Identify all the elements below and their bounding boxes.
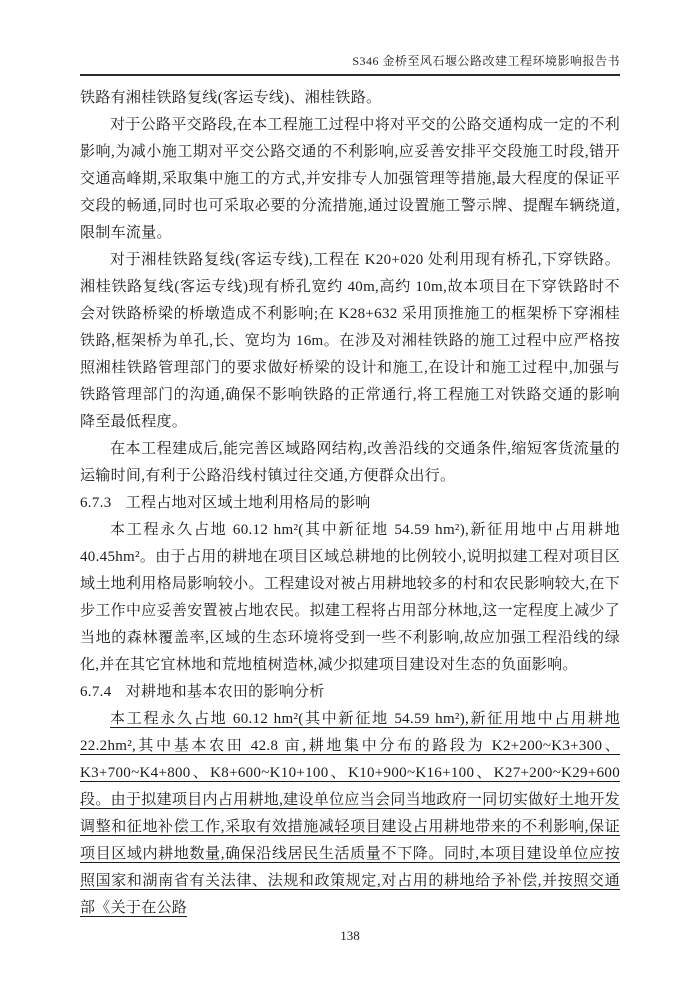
section-title: 对耕地和基本农田的影响分析 — [125, 684, 325, 700]
section-heading-6-7-4 — [80, 679, 620, 706]
page-footer — [0, 928, 700, 944]
section-heading-6-7-3 — [80, 490, 620, 517]
page-number: 138 — [340, 928, 360, 943]
section-title: 工程占地对区域土地利用格局的影响 — [125, 495, 371, 511]
document-body — [80, 85, 620, 922]
page-header — [80, 54, 620, 76]
paragraph-project-completion-benefits: 在本工程建成后,能完善区域路网结构,改善沿线的交通条件,缩短客货流量的运输时间,有利于公路沿线村镇过往交通,方便群众出行。 — [80, 441, 620, 484]
paragraph-railway-underpass-construction: 对于湘桂铁路复线(客运专线),工程在 K20+020 处利用现有桥孔,下穿铁路。湘桂铁路复线(客运专线)现有桥孔宽约 40m,高约 10m,故本项目在下穿铁路时不会对铁路桥梁的桥墩造成不利影响;在 K28+632 采用顶推施工的框架桥下穿湘桂铁路,框架桥为单孔,长、宽均为 16m。在涉及对湘桂铁路的施工过程中应严格按照湘桂铁路管理部门的要求做好桥梁的设计和施工,在设计和施工过程中,加强与铁路管理部门的沟通,确保不影响铁路的正常通行,将工程施工对铁路交通的影响降至最低程度。 — [80, 252, 620, 430]
paragraph-road-level-crossing-impact: 对于公路平交路段,在本工程施工过程中将对平交的公路交通构成一定的不利影响,为减小施工期对平交公路交通的不利影响,应妥善安排平交段施工时段,错开交通高峰期,采取集中施工的方式,并安排专人加强管理等措施,最大程度的保证平交段的畅通,同时也可采取必要的分流措施,通过设置施工警示牌、提醒车辆绕道,限制车流量。 — [80, 117, 620, 241]
paragraph-farmland-impact-underlined: 本工程永久占地 60.12 hm²(其中新征地 54.59 hm²),新征用地中占用耕地22.2hm²,其中基本农田 42.8 亩,耕地集中分布的路段为 K2+200~K3+300、K3+700~K4+800、K8+600~K10+100、K10+900~K16+100、K27+200~K29+600 段。由于拟建项目内占用耕地,建设单位应当会同当地政府一同切实做好土地开发调整和征地补偿工作,采取有效措施减轻项目建设占用耕地带来的不利影响,保证项目区域内耕地数量,确保沿线居民生活质量不下降。同时,本项目建设单位应按照国家和湖南省有关法律、法规和政策规定,对占用的耕地给予补偿,并按照交通部《关于在公路 — [80, 711, 620, 916]
paragraph-railway-lines-continuation: 铁路有湘桂铁路复线(客运专线)、湘桂铁路。 — [80, 90, 382, 106]
section-number: 6.7.3 — [80, 495, 112, 511]
running-header-title: S346 金桥至风石堰公路改建工程环境影响报告书 — [352, 54, 620, 68]
section-number: 6.7.4 — [80, 684, 112, 700]
paragraph-land-use-pattern-impact: 本工程永久占地 60.12 hm²(其中新征地 54.59 hm²),新征用地中占用耕地40.45hm²。由于占用的耕地在项目区域总耕地的比例较小,说明拟建工程对项目区域土地利用格局影响较小。工程建设对被占用耕地较多的村和农民影响较大,在下步工作中应妥善安置被占地农民。拟建工程将占用部分林地,这一定程度上减少了当地的森林覆盖率,区域的生态环境将受到一些不利影响,故应加强工程沿线的绿化,并在其它宜林地和荒地植树造林,减少拟建项目建设对生态的负面影响。 — [80, 522, 620, 673]
